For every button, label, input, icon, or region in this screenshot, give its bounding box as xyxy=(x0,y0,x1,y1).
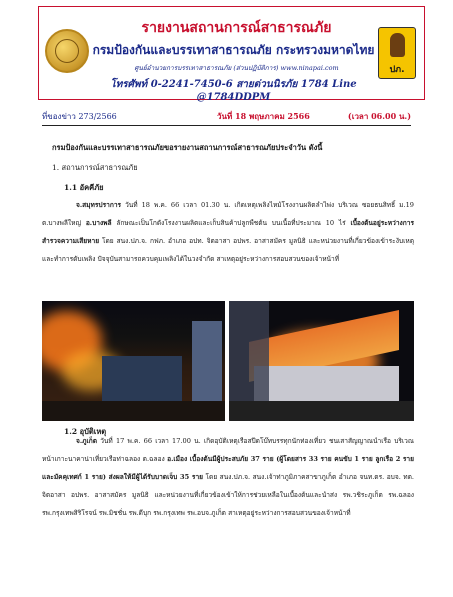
document-date: วันที่ 18 พฤษภาคม 2566 xyxy=(217,111,310,121)
document-meta xyxy=(42,110,411,124)
paragraph-text: วันที่ 18 พ.ค. 66 เวลา 01.30 น. เกิดเหตุเพลิงไหม้โรงงานผลิตลำไพ่ง บริเวณ ซอยธนสิทธิ์ ม.19 ต.บางพลีใหญ่ xyxy=(42,201,414,227)
province-label: จ.ภูเก็ต xyxy=(76,437,98,445)
paragraph-text: โดย สนง.ปภ.จ. สนง.เจ้าท่าภูมิภาคสาขาภูเก็ต อำเภอ จนท.ตร. อบจ. ทต. จิตอาสา อปพร. อาสาสมัคร มูลนิธิ และหน่วยงานที่เกี่ยวข้องเข้าให้การช่วยเหลือในเบื้องต้นและนำส่ง รพ.วชิระภูเก็ต รพ.ฉลอง รพ.กรุงเทพสิริโรจน์ รพ.มิชชั่น รพ.ดีบุก รพ.กรุงเทพ รพ.อบจ.ภูเก็ต สาเหตุอยู่ระหว่างการสอบสวนของเจ้าหน้าที่ xyxy=(42,473,415,517)
section-heading: 1. สถานการณ์สาธารณภัย xyxy=(52,163,138,172)
district-label: อ.เมือง xyxy=(167,455,188,463)
fire-photo-right xyxy=(229,301,414,421)
intro-text: กรมป้องกันและบรรเทาสาธารณภัยขอรายงานสถานการณ์สาธารณภัยประจำวัน ดังนี้ xyxy=(52,143,323,152)
hotline-info: โทรศัพท์ 0-2241-7450-6 สายด่วนนิรภัย 1784 Line @1784DDPM xyxy=(110,79,357,103)
center-info: ศูนย์อำนวยการบรรเทาสาธารณภัย (ส่วนปฏิบัติการ) www.ninapai.com xyxy=(134,64,339,72)
subsection-heading-fire: 1.1 อัคคีภัย xyxy=(64,183,104,192)
ddpm-hand-logo-icon xyxy=(378,27,416,79)
paragraph-text: ลักษณะเป็นโกดังโรงงานผลิตและเก็บสินค้าปลูกพืชต้น บนเนื้อที่ประมาณ 10 ไร่ xyxy=(111,219,351,227)
subsection-heading-accident: 1.2 อุบัติเหตุ xyxy=(64,427,107,436)
province-label: จ.สมุทรปราการ xyxy=(76,201,122,209)
report-title: รายงานสถานการณ์สาธารณภัย xyxy=(141,20,332,36)
document-time: (เวลา 06.00 น.) xyxy=(347,111,411,121)
divider xyxy=(42,125,411,126)
department-name: กรมป้องกันและบรรเทาสาธารณภัย กระทรวงมหาดไทย xyxy=(92,43,375,57)
document-number: ที่ของข่าว 273/2566 xyxy=(42,112,117,121)
impact-text: เบื้องต้นอยู่ระหว่างการสำรวจความเสียหาย xyxy=(42,219,414,245)
ministry-emblem-icon xyxy=(45,29,89,73)
report-header xyxy=(38,6,425,103)
accident-report-paragraph xyxy=(42,432,414,522)
paragraph-text: วันที่ 17 พ.ค. 66 เวลา 17.00 น. เกิดอุบัติเหตุเรือสปีดโบ๊ทบรรทุกนักท่องเที่ยว ชนเสาสัญญาณนำเรือ บริเวณหน้าเกาะนาคาน่าเที่ยวเรือท่าฉลอง ต.ฉลอง xyxy=(42,437,414,463)
ddpm-abbr: ปภ. xyxy=(389,65,405,75)
district-label: อ.บางพลี xyxy=(85,219,112,227)
paragraph-text: โดย สนง.ปภ.จ. กฟภ. อำเภอ อปท. จิตอาสา อปพร. อาสาสมัคร มูลนิธิ และหน่วยงานที่เกี่ยวข้องเข้าระงับเหตุและทำการดับเพลิง ปัจจุบันสามารถควบคุมเพลิงได้ในวงจำกัด สาเหตุอยู่ระหว่างการสอบสวนของเจ้าหน้าที่ xyxy=(42,237,414,263)
impact-text: เบื้องต้นมีผู้ประสบภัย 37 ราย (ผู้โดยสาร 33 ราย คนขับ 1 ราย ลูกเรือ 2 ราย และมัคคุเทศก์ 1 ราย) ส่งผลให้มีผู้ได้รับบาดเจ็บ 35 ราย xyxy=(42,455,414,481)
fire-photo-left xyxy=(42,301,225,421)
fire-report-paragraph xyxy=(42,196,414,268)
